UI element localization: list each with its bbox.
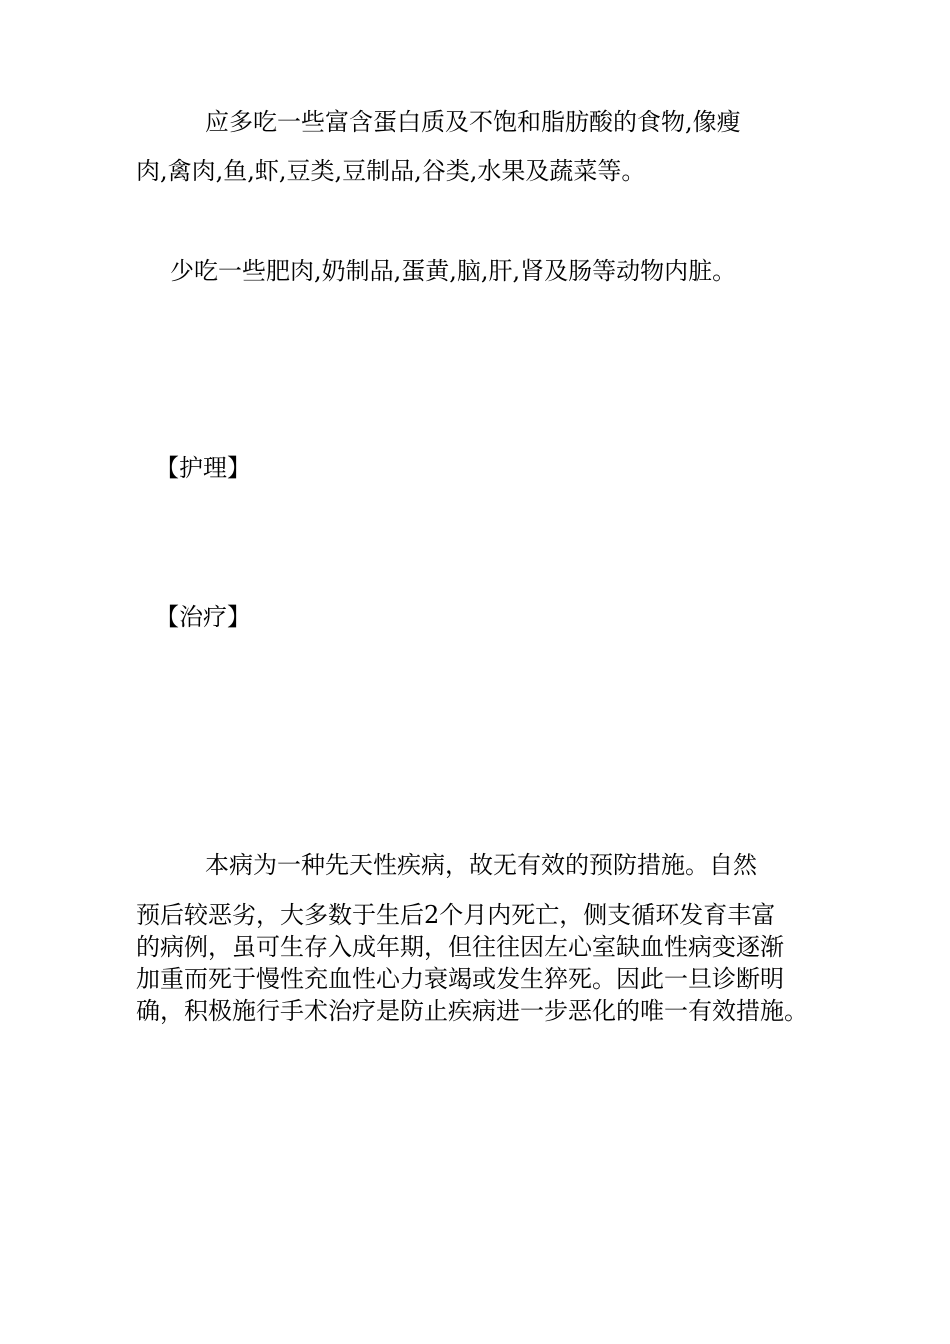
prognosis-paragraph [136, 899, 856, 1027]
diet-recommend-line-1: 应多吃一些富含蛋白质及不饱和脂肪酸的食物,像瘦 [205, 108, 741, 136]
prognosis-line-5: 确，积极施行手术治疗是防止疾病进一步恶化的唯一有效措施。 [136, 997, 808, 1025]
section-heading-nursing: 【护理】 [155, 454, 251, 482]
section-heading-treatment: 【治疗】 [155, 603, 251, 631]
diet-avoid-line: 少吃一些肥肉,奶制品,蛋黄,脑,肝,肾及肠等动物内脏。 [170, 257, 737, 285]
prognosis-line-1: 本病为一种先天性疾病，故无有效的预防措施。自然 [205, 851, 757, 879]
diet-recommend-line-2: 肉,禽肉,鱼,虾,豆类,豆制品,谷类,水果及蔬菜等。 [136, 157, 646, 185]
prognosis-line-4: 加重而死于慢性充血性心力衰竭或发生猝死。因此一旦诊断明 [136, 965, 784, 993]
prognosis-line-3: 的病例，虽可生存入成年期，但往往因左心室缺血性病变逐渐 [136, 933, 784, 961]
prognosis-line-2: 预后较恶劣，大多数于生后2个月内死亡，侧支循环发育丰富 [136, 901, 776, 929]
